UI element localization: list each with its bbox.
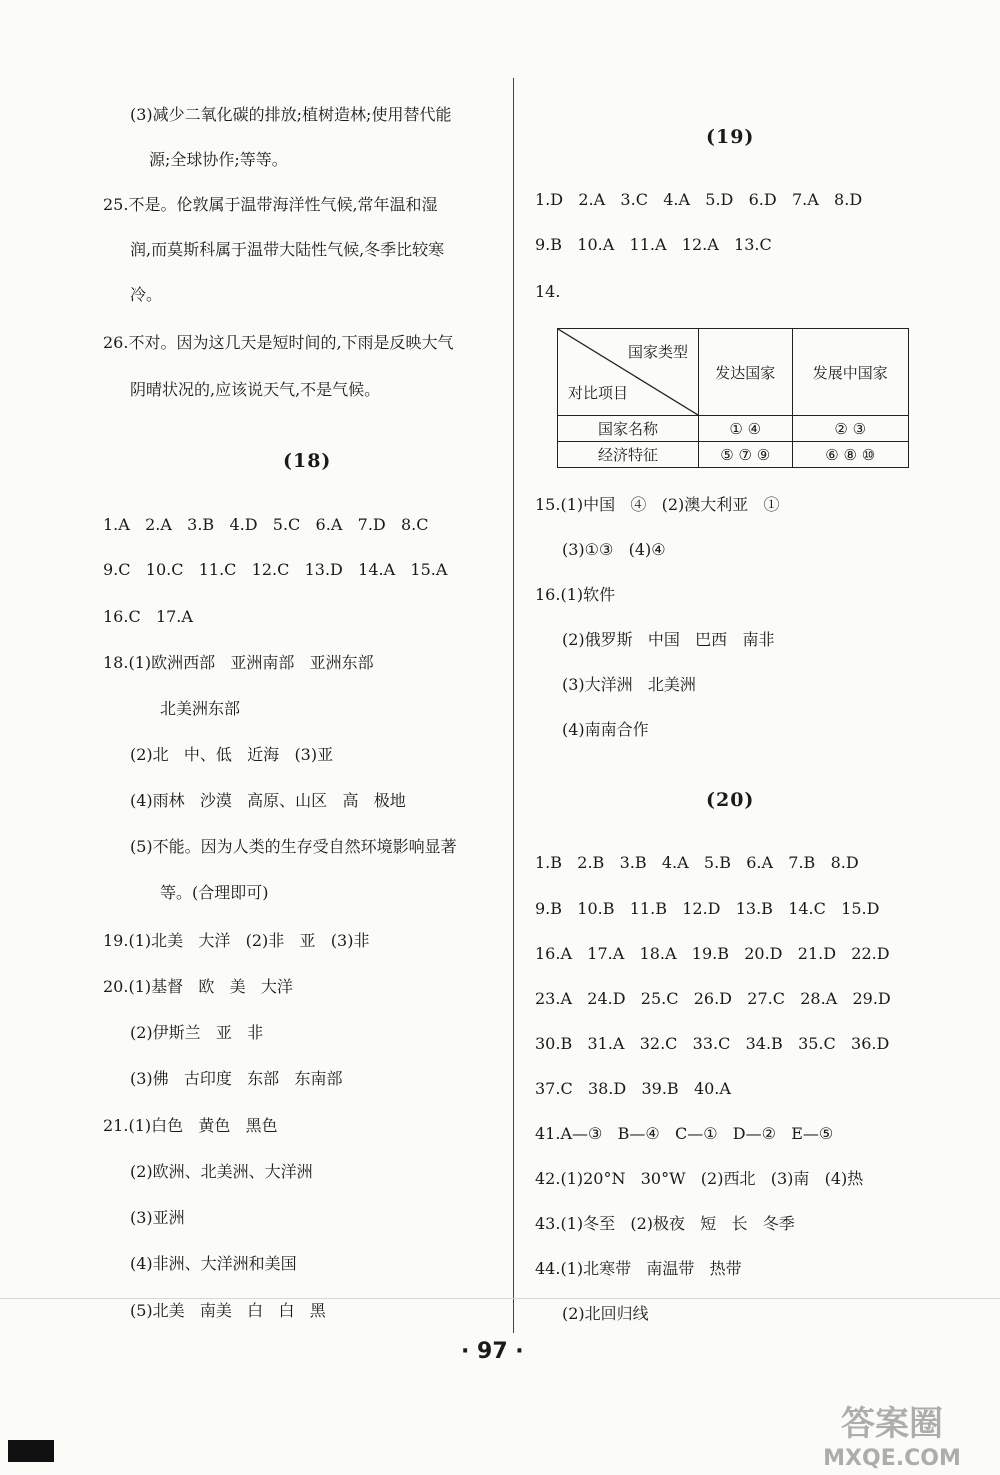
answer-line: 16.(1)软件: [535, 585, 616, 604]
answer-line: 冷。: [130, 285, 163, 304]
table-cell: ① ④: [699, 416, 793, 442]
answer-line: (3)①③ (4)④: [562, 540, 666, 559]
answer-line: (4)雨林 沙漠 高原、山区 高 极地: [130, 791, 406, 810]
answer-line: (5)北美 南美 白 白 黑: [130, 1301, 326, 1320]
col-header-developing: 发展中国家: [792, 329, 909, 416]
answer-line: (2)北 中、低 近海 (3)亚: [130, 745, 334, 764]
watermark-icon: [787, 1395, 997, 1471]
answer-line: (2)伊斯兰 亚 非: [130, 1023, 264, 1042]
answer-line: 9.B 10.A 11.A 12.A 13.C: [535, 235, 772, 254]
answer-line: 阴晴状况的,应该说天气,不是气候。: [130, 380, 381, 399]
table-cell: ⑥ ⑧ ⑩: [792, 442, 909, 468]
answer-line: 44.(1)北寒带 南温带 热带: [535, 1259, 742, 1278]
answer-line: 42.(1)20°N 30°W (2)西北 (3)南 (4)热: [535, 1169, 864, 1188]
answer-line: 润,而莫斯科属于温带大陆性气候,冬季比较寒: [130, 240, 445, 259]
answer-line: 1.B 2.B 3.B 4.A 5.B 6.A 7.B 8.D: [535, 853, 859, 872]
watermark-logo: [787, 1395, 997, 1471]
section-heading-19: (19): [706, 126, 755, 148]
answer-line: 43.(1)冬至 (2)极夜 短 长 冬季: [535, 1214, 795, 1233]
answer-line: 19.(1)北美 大洋 (2)非 亚 (3)非: [103, 931, 370, 950]
answer-line: 9.C 10.C 11.C 12.C 13.D 14.A 15.A: [103, 560, 448, 579]
answer-line: 20.(1)基督 欧 美 大洋: [103, 977, 293, 996]
answer-line: 21.(1)白色 黄色 黑色: [103, 1116, 278, 1135]
answer-line: (4)非洲、大洋洲和美国: [130, 1254, 297, 1273]
answer-line: 16.A 17.A 18.A 19.B 20.D 21.D 22.D: [535, 944, 890, 963]
table-cell: ⑤ ⑦ ⑨: [699, 442, 793, 468]
answer-line: 14.: [535, 282, 561, 301]
page-number: · 97 ·: [461, 1339, 524, 1364]
answer-line: 1.D 2.A 3.C 4.A 5.D 6.D 7.A 8.D: [535, 190, 863, 209]
answer-line: 15.(1)中国 ④ (2)澳大利亚 ①: [535, 495, 780, 514]
svg-text:答案圈: 答案圈: [841, 1404, 943, 1444]
answer-line: (3)亚洲: [130, 1208, 185, 1227]
answer-line: 源;全球协作;等等。: [149, 150, 288, 169]
answer-line: 23.A 24.D 25.C 26.D 27.C 28.A 29.D: [535, 989, 891, 1008]
answer-line: 北美洲东部: [160, 699, 241, 718]
answer-line: (5)不能。因为人类的生存受自然环境影响显著: [130, 837, 457, 856]
answer-line: (3)大洋洲 北美洲: [562, 675, 696, 694]
answer-line: 1.A 2.A 3.B 4.D 5.C 6.A 7.D 8.C: [103, 515, 429, 534]
answer-line: (3)佛 古印度 东部 东南部: [130, 1069, 343, 1088]
answer-line: (3)减少二氧化碳的排放;植树造林;使用替代能: [130, 105, 452, 124]
diag-bottom-label: 对比项目: [568, 384, 629, 402]
svg-text:MXQE.COM: MXQE.COM: [823, 1446, 961, 1471]
answer-line: 等。(合理即可): [160, 883, 269, 902]
row-label: 国家名称: [558, 416, 699, 442]
answer-line: (2)北回归线: [562, 1304, 649, 1323]
section-heading-18: (18): [283, 450, 332, 472]
answer-line: (2)俄罗斯 中国 巴西 南非: [562, 630, 775, 649]
answer-line: 9.B 10.B 11.B 12.D 13.B 14.C 15.D: [535, 899, 880, 918]
col-header-developed: 发达国家: [699, 329, 793, 416]
row-label: 经济特征: [558, 442, 699, 468]
section-heading-20: (20): [706, 789, 755, 811]
answer-line: 16.C 17.A: [103, 607, 193, 626]
bottom-rule: [0, 1298, 1000, 1299]
answer-line: 37.C 38.D 39.B 40.A: [535, 1079, 731, 1098]
answer-line: 18.(1)欧洲西部 亚洲南部 亚洲东部: [103, 653, 374, 672]
diagonal-header-cell: [558, 329, 699, 416]
comparison-table: [557, 328, 909, 468]
diag-top-label: 国家类型: [627, 343, 688, 361]
answer-line: (4)南南合作: [562, 720, 649, 739]
answer-line: 30.B 31.A 32.C 33.C 34.B 35.C 36.D: [535, 1034, 890, 1053]
table-cell: ② ③: [792, 416, 909, 442]
answer-line: (2)欧洲、北美洲、大洋洲: [130, 1162, 313, 1181]
column-divider: [513, 78, 514, 1333]
answer-line: 41.A—③ B—④ C—① D—② E—⑤: [535, 1124, 834, 1143]
corner-print-mark: [8, 1440, 54, 1462]
answer-line: 26.不对。因为这几天是短时间的,下雨是反映大气: [103, 333, 454, 352]
answer-line: 25.不是。伦敦属于温带海洋性气候,常年温和湿: [103, 195, 438, 214]
